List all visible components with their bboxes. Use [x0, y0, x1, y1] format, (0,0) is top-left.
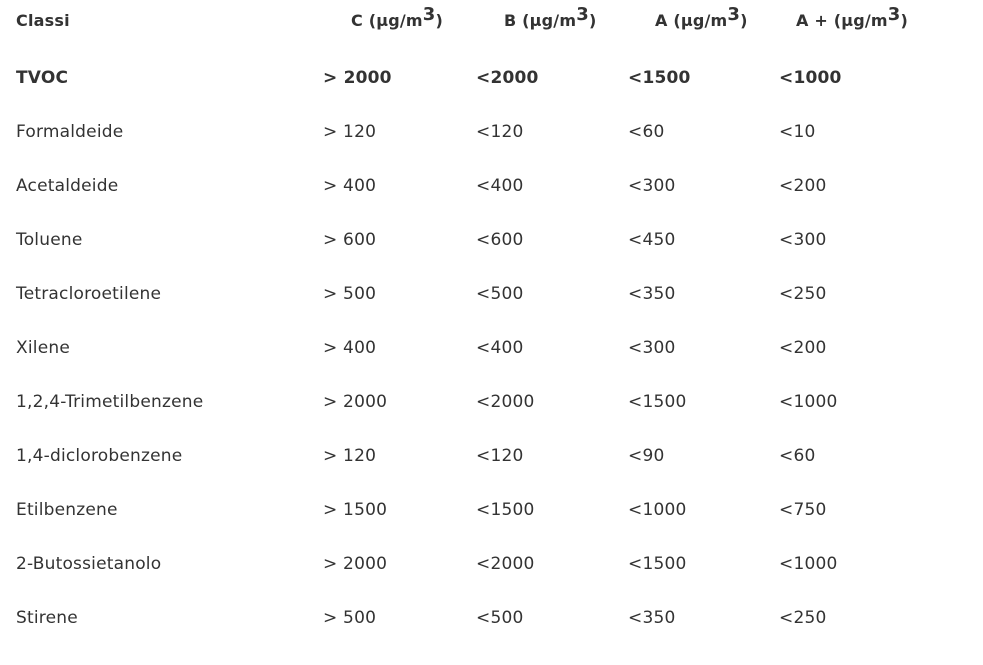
- value-class-a-plus: <250: [779, 284, 827, 304]
- table-header-row: [0, 6, 983, 36]
- value-class-a: <1500: [628, 554, 687, 574]
- value-class-a-plus: <200: [779, 338, 827, 358]
- value-class-c: > 500: [323, 608, 377, 628]
- table-row: [0, 387, 983, 417]
- value-class-b: <500: [476, 284, 524, 304]
- row-name: Tetracloroetilene: [16, 284, 162, 304]
- value-class-a-plus: <1000: [779, 554, 838, 574]
- value-class-a: <300: [628, 176, 676, 196]
- value-class-a: <450: [628, 230, 676, 250]
- table-row: [0, 171, 983, 201]
- value-class-b: <400: [476, 176, 524, 196]
- value-class-c: > 400: [323, 176, 377, 196]
- table-row: [0, 279, 983, 309]
- table-row: [0, 495, 983, 525]
- value-class-a-plus: <1000: [779, 392, 838, 412]
- table-row: [0, 117, 983, 147]
- value-class-c: > 2000: [323, 68, 392, 88]
- table-row: [0, 225, 983, 255]
- row-name: Formaldeide: [16, 122, 124, 142]
- value-class-a: <300: [628, 338, 676, 358]
- row-name: Etilbenzene: [16, 500, 118, 520]
- value-class-a-plus: <60: [779, 446, 816, 466]
- value-class-a: <350: [628, 284, 676, 304]
- value-class-b: <500: [476, 608, 524, 628]
- value-class-a: <60: [628, 122, 665, 142]
- header-class-a-plus: $A + (\mu g/m^3)$: [796, 4, 909, 30]
- row-name: Xilene: [16, 338, 70, 358]
- value-class-a: <350: [628, 608, 676, 628]
- row-name: 1,2,4-Trimetilbenzene: [16, 392, 204, 412]
- value-class-b: <120: [476, 446, 524, 466]
- row-name: Stirene: [16, 608, 78, 628]
- value-class-c: > 2000: [323, 392, 388, 412]
- table-row: [0, 63, 983, 93]
- value-class-b: <2000: [476, 554, 535, 574]
- value-class-c: > 500: [323, 284, 377, 304]
- value-class-c: > 600: [323, 230, 377, 250]
- header-class-b: B $(\mu g/m^3)$: [504, 4, 597, 30]
- value-class-b: <1500: [476, 500, 535, 520]
- value-class-b: <2000: [476, 392, 535, 412]
- value-class-a-plus: <750: [779, 500, 827, 520]
- value-class-a-plus: <200: [779, 176, 827, 196]
- value-class-a: <1000: [628, 500, 687, 520]
- value-class-a: <90: [628, 446, 665, 466]
- value-class-b: <2000: [476, 68, 539, 88]
- table-row: [0, 603, 983, 633]
- value-class-c: > 2000: [323, 554, 388, 574]
- value-class-b: <400: [476, 338, 524, 358]
- header-class-c: C $(\mu g/m^3)$: [351, 4, 444, 30]
- value-class-c: > 120: [323, 446, 377, 466]
- value-class-b: <600: [476, 230, 524, 250]
- value-class-b: <120: [476, 122, 524, 142]
- row-name: 1,4-diclorobenzene: [16, 446, 183, 466]
- row-name: Acetaldeide: [16, 176, 119, 196]
- value-class-c: > 400: [323, 338, 377, 358]
- value-class-a: <1500: [628, 392, 687, 412]
- row-name: Toluene: [16, 230, 83, 250]
- row-name: 2-Butossietanolo: [16, 554, 162, 574]
- table-row: [0, 441, 983, 471]
- value-class-a: <1500: [628, 68, 691, 88]
- value-class-a-plus: <250: [779, 608, 827, 628]
- table-row: [0, 333, 983, 363]
- value-class-a-plus: <1000: [779, 68, 842, 88]
- value-class-c: > 1500: [323, 500, 388, 520]
- table-row: [0, 549, 983, 579]
- header-class-a: A $(\mu g/m^3)$: [655, 4, 748, 30]
- value-class-c: > 120: [323, 122, 377, 142]
- value-class-a-plus: <300: [779, 230, 827, 250]
- row-name: TVOC: [16, 68, 69, 88]
- header-classi: Classi: [16, 11, 70, 30]
- value-class-a-plus: <10: [779, 122, 816, 142]
